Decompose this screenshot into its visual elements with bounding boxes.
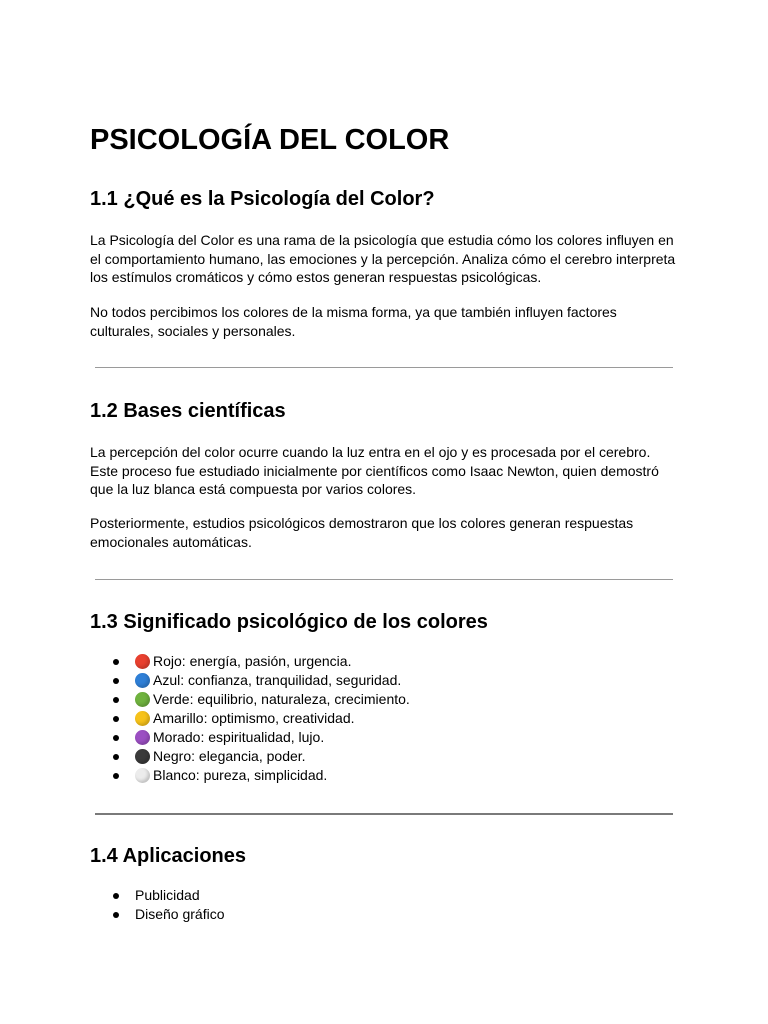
black-circle-icon bbox=[135, 749, 150, 764]
bullet-icon bbox=[113, 912, 119, 918]
list-item-publicidad bbox=[90, 886, 225, 905]
white-circle-icon bbox=[135, 768, 150, 783]
list-item-blanco bbox=[90, 766, 410, 785]
bullet-icon bbox=[113, 773, 119, 779]
list-item-verde bbox=[90, 690, 410, 709]
bullet-icon bbox=[113, 678, 119, 684]
bullet-icon bbox=[113, 754, 119, 760]
list-item-text: Morado: espiritualidad, lujo. bbox=[153, 729, 325, 745]
section-heading-1-1: 1.1 ¿Qué es la Psicología del Color? bbox=[90, 188, 435, 210]
green-circle-icon bbox=[135, 692, 150, 707]
applications-list bbox=[90, 886, 225, 924]
section-heading-1-3: 1.3 Significado psicológico de los colores bbox=[90, 611, 488, 633]
list-item-text: Blanco: pureza, simplicidad. bbox=[153, 767, 328, 783]
section-heading-1-4: 1.4 Aplicaciones bbox=[90, 845, 246, 867]
section-1-1-paragraph-2: No todos percibimos los colores de la misma forma, ya que también influyen factores culturales, sociales y personales. bbox=[90, 304, 617, 339]
list-item-negro bbox=[90, 747, 410, 766]
list-item-morado bbox=[90, 728, 410, 747]
list-item-diseno-grafico bbox=[90, 905, 225, 924]
list-item-text: Azul: confianza, tranquilidad, seguridad. bbox=[153, 672, 402, 688]
list-item-amarillo bbox=[90, 709, 410, 728]
list-item-text: Amarillo: optimismo, creatividad. bbox=[153, 710, 355, 726]
section-1-2-paragraph-1: La percepción del color ocurre cuando la luz entra en el ojo y es procesada por el cerebro. Este proceso fue estudiado inicialmente por científicos como Isaac Newton, quien demostró que la luz blanca está compuesta por varios colores. bbox=[90, 444, 659, 497]
list-item-text: Publicidad bbox=[135, 887, 200, 903]
section-divider bbox=[95, 367, 673, 368]
section-heading-1-2: 1.2 Bases científicas bbox=[90, 400, 286, 422]
section-divider bbox=[95, 579, 673, 580]
list-item-text: Diseño gráfico bbox=[135, 906, 225, 922]
bullet-icon bbox=[113, 735, 119, 741]
section-1-2-paragraph-2: Posteriormente, estudios psicológicos demostraron que los colores generan respuestas emocionales automáticas. bbox=[90, 515, 634, 550]
red-circle-icon bbox=[135, 654, 150, 669]
section-divider bbox=[95, 813, 673, 815]
list-item-rojo bbox=[90, 652, 410, 671]
color-meaning-list bbox=[90, 652, 410, 785]
bullet-icon bbox=[113, 716, 119, 722]
list-item-azul bbox=[90, 671, 410, 690]
bullet-icon bbox=[113, 893, 119, 899]
bullet-icon bbox=[113, 659, 119, 665]
yellow-circle-icon bbox=[135, 711, 150, 726]
blue-circle-icon bbox=[135, 673, 150, 688]
purple-circle-icon bbox=[135, 730, 150, 745]
list-item-text: Verde: equilibrio, naturaleza, crecimiento. bbox=[153, 691, 410, 707]
list-item-text: Rojo: energía, pasión, urgencia. bbox=[153, 653, 352, 669]
bullet-icon bbox=[113, 697, 119, 703]
section-1-1-paragraph-1: La Psicología del Color es una rama de la psicología que estudia cómo los colores influyen en el comportamiento humano, las emociones y la percepción. Analiza cómo el cerebro interpreta los estímulos cromáticos y cómo estos generan respuestas psicológicas. bbox=[90, 232, 676, 285]
list-item-text: Negro: elegancia, poder. bbox=[153, 748, 306, 764]
page-title: PSICOLOGÍA DEL COLOR bbox=[90, 124, 450, 156]
